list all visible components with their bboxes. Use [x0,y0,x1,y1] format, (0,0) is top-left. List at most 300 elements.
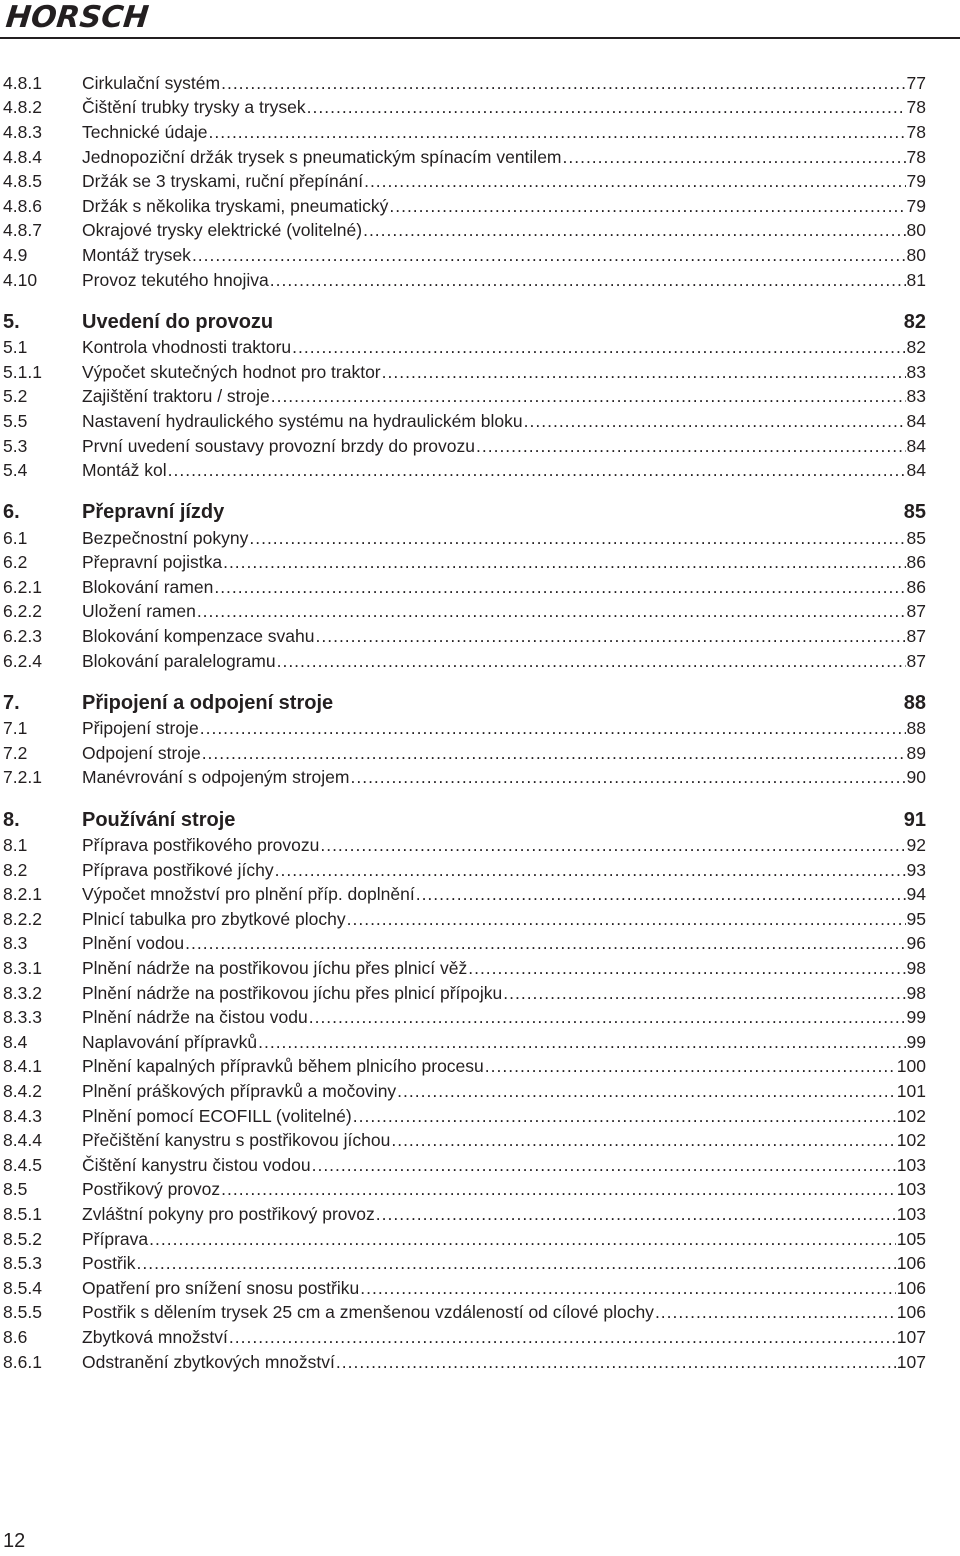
toc-entry-page: 98 [906,958,926,979]
toc-entry-line [82,1130,926,1151]
toc-entry-page: 78 [906,121,926,142]
toc-entry-title: Zvláštní pokyny pro postřikový provoz [82,1203,375,1224]
toc-entry-line [82,1302,926,1323]
toc-entry-line [82,958,926,979]
page-number: 12 [3,1530,26,1552]
toc-entry[interactable] [0,526,960,551]
toc-gap [0,292,960,309]
toc-entry-title: Postřik s dělením trysek 25 cm a zmenšenou vzdáleností od cílové plochy [82,1302,654,1323]
toc-entry[interactable] [0,360,960,385]
dot-leader [136,1253,895,1274]
toc-entry-number: 5. [3,310,20,333]
toc-entry-number: 8.6.1 [3,1351,42,1372]
dot-leader [320,835,905,856]
dot-leader [292,337,905,358]
toc-entry-page: 82 [903,310,926,333]
dot-leader [197,601,906,622]
toc-entry-line [82,1155,926,1176]
dot-leader [185,933,905,954]
toc-entry-number: 8.5 [3,1179,28,1200]
toc-entry[interactable] [0,882,960,907]
toc-entry[interactable] [0,1301,960,1326]
dot-leader [353,1106,896,1127]
toc-entry[interactable] [0,1325,960,1350]
toc-entry-number: 7. [3,691,20,714]
toc-entry-page: 82 [906,337,926,358]
dot-leader [416,884,906,905]
toc-entry-title: Bezpečnostní pokyny [82,527,249,548]
toc-entry-number: 8.4.2 [3,1080,42,1101]
toc-entry-number: 7.1 [3,718,28,739]
toc-entry-page: 102 [896,1105,926,1126]
toc-entry-page: 102 [896,1130,926,1151]
toc-entry-line [82,626,926,647]
toc-entry-page: 103 [896,1203,926,1224]
toc-entry-title: Držák s několika tryskami, pneumatický [82,195,389,216]
toc-entry[interactable] [0,1128,960,1153]
dot-leader [389,196,905,217]
toc-entry-number: 7.2 [3,742,28,763]
toc-entry-page: 99 [906,1007,926,1028]
toc-entry[interactable] [0,932,960,957]
toc-entry-title: Naplavování přípravků [82,1031,258,1052]
toc-entry-number: 8.3 [3,933,28,954]
toc-entry-title: Opatření pro snížení snosu postřiku [82,1277,360,1298]
toc-entry-line [82,411,926,432]
toc-entry-title: Odpojení stroje [82,742,201,763]
toc-entry[interactable] [0,1276,960,1301]
dot-leader [336,1352,896,1373]
toc-entry[interactable] [0,268,960,293]
toc-entry-line [82,1229,926,1250]
toc-entry-page: 93 [906,859,926,880]
dot-leader [391,1130,895,1151]
toc-entry-line [82,909,926,930]
toc-entry-page: 84 [906,410,926,431]
dot-leader [221,73,905,94]
toc-entry-title: Plnění práškových přípravků a močoviny [82,1080,397,1101]
toc-entry[interactable] [0,575,960,600]
toc-entry-line [82,73,926,94]
toc-entry-title: Používání stroje [82,808,236,831]
toc-entry-page: 106 [896,1277,926,1298]
toc-entry-number: 7.2.1 [3,767,42,788]
toc-entry-number: 4.10 [3,269,38,290]
toc-entry-line [82,1204,926,1225]
toc-entry-page: 80 [906,220,926,241]
toc-entry-line [82,577,926,598]
toc-entry[interactable] [0,219,960,244]
dot-leader [309,1007,906,1028]
toc-entry-line [82,933,926,954]
toc-entry-line [82,220,926,241]
toc-entry-page: 88 [906,718,926,739]
toc-entry-number: 8.5.2 [3,1228,42,1249]
toc-gap [0,483,960,500]
dot-leader [655,1302,896,1323]
table-of-contents [0,71,960,1374]
toc-entry[interactable] [0,1178,960,1203]
toc-entry-title: Technické údaje [82,121,208,142]
toc-entry-line [82,718,926,739]
toc-entry-number: 8.3.2 [3,982,42,1003]
toc-entry-number: 5.1 [3,337,28,358]
toc-entry-page: 98 [906,982,926,1003]
toc-entry-line [82,270,926,291]
toc-entry-line [82,692,926,715]
toc-entry-page: 107 [896,1326,926,1347]
toc-entry-title: Plnění nádrže na postřikovou jíchu přes plnicí přípojku [82,982,503,1003]
dot-leader [376,1204,896,1225]
dot-leader [350,767,905,788]
toc-entry[interactable] [0,120,960,145]
dot-leader [168,460,906,481]
toc-entry-title: Držák se 3 tryskami, ruční přepínání [82,171,364,192]
toc-entry-number: 4.8.7 [3,220,42,241]
toc-entry-title: Přepravní pojistka [82,552,223,573]
toc-entry[interactable] [0,551,960,576]
toc-entry-line [82,884,926,905]
toc-entry[interactable] [0,741,960,766]
toc-entry-page: 77 [906,72,926,93]
toc-entry[interactable] [0,981,960,1006]
toc-entry-title: Zbytková množství [82,1326,228,1347]
toc-chapter-heading[interactable] [0,500,960,526]
toc-gap [0,673,960,690]
toc-entry-title: Nastavení hydraulického systému na hydraulickém bloku [82,410,523,431]
toc-entry-title: Cirkulační systém [82,72,221,93]
dot-leader [347,909,906,930]
toc-entry-title: Blokování paralelogramu [82,650,276,671]
toc-entry-number: 4.9 [3,244,28,265]
toc-entry-line [82,460,926,481]
toc-entry-line [82,983,926,1004]
toc-entry-number: 6. [3,501,20,524]
dot-leader [202,743,906,764]
toc-entry-number: 8.5.3 [3,1253,42,1274]
toc-entry-title: Přepravní jízdy [82,501,225,524]
toc-entry-page: 86 [906,552,926,573]
toc-entry-number: 4.8.3 [3,121,42,142]
toc-entry-title: Příprava postřikové jíchy [82,859,274,880]
toc-entry-title: Připojení a odpojení stroje [82,691,334,714]
dot-leader [192,245,906,266]
toc-entry-number: 5.2 [3,386,28,407]
toc-entry-number: 8. [3,808,20,831]
toc-entry[interactable] [0,1030,960,1055]
toc-entry-number: 6.1 [3,527,28,548]
toc-entry-page: 86 [906,576,926,597]
toc-entry-title: Blokování ramen [82,576,214,597]
toc-entry[interactable] [0,1202,960,1227]
toc-entry-number: 8.6 [3,1326,28,1347]
toc-entry-line [82,860,926,881]
dot-leader [209,122,906,143]
dot-leader [214,577,905,598]
toc-entry-line [82,311,926,334]
toc-entry-title: Čištění kanystru čistou vodou [82,1154,311,1175]
dot-leader [316,626,906,647]
toc-entry-line [82,147,926,168]
toc-entry-page: 84 [906,460,926,481]
toc-entry[interactable] [0,649,960,674]
toc-entry-title: Uvedení do provozu [82,310,274,333]
toc-entry-title: Blokování kompenzace svahu [82,626,315,647]
toc-chapter-heading[interactable] [0,690,960,716]
dot-leader [503,983,905,1004]
toc-entry-title: Plnění kapalných přípravků během plnicího procesu [82,1056,484,1077]
dot-leader [149,1229,896,1250]
toc-entry-title: Příprava postřikového provozu [82,835,320,856]
toc-entry-number: 8.5.4 [3,1277,42,1298]
toc-entry-line [82,362,926,383]
dot-leader [270,270,906,291]
toc-entry[interactable] [0,600,960,625]
toc-entry-page: 87 [906,626,926,647]
toc-entry-page: 87 [906,601,926,622]
toc-entry-number: 4.8.5 [3,171,42,192]
toc-gap [0,790,960,807]
dot-leader [382,362,906,383]
toc-entry-number: 8.1 [3,835,28,856]
toc-entry[interactable] [0,1251,960,1276]
toc-entry-number: 6.2.4 [3,650,42,671]
toc-entry[interactable] [0,956,960,981]
toc-entry-title: Uložení ramen [82,601,196,622]
toc-entry-page: 96 [906,933,926,954]
dot-leader [312,1155,896,1176]
toc-entry[interactable] [0,409,960,434]
toc-entry-number: 5.4 [3,460,28,481]
toc-entry[interactable] [0,96,960,121]
toc-entry-page: 89 [906,742,926,763]
toc-entry-number: 8.4.4 [3,1130,42,1151]
toc-entry-number: 4.8.6 [3,195,42,216]
toc-entry-title: Výpočet skutečných hodnot pro traktor [82,361,381,382]
toc-entry-line [82,601,926,622]
toc-entry-title: Výpočet množství pro plnění příp. doplnění [82,884,415,905]
toc-entry-line [82,651,926,672]
toc-entry-number: 8.2.1 [3,884,42,905]
toc-entry[interactable] [0,833,960,858]
toc-entry-number: 8.2 [3,859,28,880]
toc-entry[interactable] [0,1055,960,1080]
dot-leader [363,220,905,241]
toc-entry-number: 8.3.3 [3,1007,42,1028]
toc-entry-page: 92 [906,835,926,856]
toc-entry-page: 87 [906,650,926,671]
dot-leader [200,718,906,739]
dot-leader [307,97,906,118]
toc-entry-page: 101 [896,1080,926,1101]
toc-entry-number: 6.2 [3,552,28,573]
toc-entry-line [82,196,926,217]
horsch-logo: HORSCH [4,0,151,35]
toc-entry-page: 84 [906,435,926,456]
toc-entry-title: Čištění trubky trysky a trysek [82,97,306,118]
toc-entry[interactable] [0,169,960,194]
toc-entry-title: Plnění pomocí ECOFILL (volitelné) [82,1105,352,1126]
toc-entry-page: 106 [896,1302,926,1323]
toc-entry[interactable] [0,385,960,410]
toc-entry-line [82,436,926,457]
toc-entry-number: 5.1.1 [3,361,42,382]
dot-leader [524,411,906,432]
toc-entry[interactable] [0,858,960,883]
toc-entry-title: Kontrola vhodnosti traktoru [82,337,292,358]
toc-entry-number: 4.8.1 [3,72,42,93]
toc-entry-number: 8.3.1 [3,958,42,979]
toc-entry-line [82,386,926,407]
toc-entry-number: 8.4.3 [3,1105,42,1126]
toc-entry-line [82,97,926,118]
toc-entry[interactable] [0,458,960,483]
toc-entry[interactable] [0,1350,960,1375]
toc-entry[interactable] [0,766,960,791]
toc-entry[interactable] [0,1153,960,1178]
toc-entry-page: 85 [906,527,926,548]
toc-entry[interactable] [0,1079,960,1104]
toc-entry-number: 4.8.4 [3,146,42,167]
toc-entry-number: 8.5.5 [3,1302,42,1323]
dot-leader [277,651,906,672]
toc-entry-number: 8.2.2 [3,908,42,929]
dot-leader [229,1327,896,1348]
toc-entry[interactable] [0,71,960,96]
toc-entry-line [82,337,926,358]
toc-entry-line [82,1106,926,1127]
toc-entry-page: 90 [906,767,926,788]
dot-leader [397,1081,896,1102]
toc-entry-title: Příprava [82,1228,149,1249]
toc-entry-title: Přečištění kanystru s postřikovou jíchou [82,1130,391,1151]
toc-entry-page: 100 [896,1056,926,1077]
toc-entry-title: Připojení stroje [82,718,199,739]
toc-entry-line [82,1352,926,1373]
toc-entry-line [82,1278,926,1299]
toc-entry-page: 78 [906,146,926,167]
toc-entry-page: 99 [906,1031,926,1052]
toc-entry-title: Postřikový provoz [82,1179,221,1200]
toc-entry-page: 79 [906,195,926,216]
dot-leader [249,528,905,549]
toc-entry-page: 83 [906,361,926,382]
toc-entry-title: Manévrování s odpojeným strojem [82,767,350,788]
toc-entry[interactable] [0,1104,960,1129]
toc-entry-page: 95 [906,908,926,929]
dot-leader [563,147,906,168]
toc-entry-page: 94 [906,884,926,905]
dot-leader [223,552,905,573]
toc-entry-line [82,122,926,143]
toc-entry-number: 8.4 [3,1031,28,1052]
toc-entry-line [82,1007,926,1028]
toc-entry-title: Montáž kol [82,460,167,481]
toc-entry-line [82,1032,926,1053]
toc-entry-number: 5.3 [3,435,28,456]
toc-entry-page: 78 [906,97,926,118]
toc-entry-page: 79 [906,171,926,192]
toc-entry-page: 81 [906,269,926,290]
toc-entry-title: Plnicí tabulka pro zbytkové plochy [82,908,346,929]
toc-entry[interactable] [0,194,960,219]
toc-entry-line [82,767,926,788]
toc-entry-number: 6.2.3 [3,626,42,647]
toc-entry-number: 8.4.1 [3,1056,42,1077]
toc-entry-page: 103 [896,1154,926,1175]
toc-entry-line [82,1327,926,1348]
toc-entry-line [82,835,926,856]
toc-entry-title: Plnění vodou [82,933,185,954]
toc-entry-line [82,1056,926,1077]
toc-entry-page: 107 [896,1351,926,1372]
dot-leader [221,1179,896,1200]
toc-entry[interactable] [0,716,960,741]
toc-entry[interactable] [0,907,960,932]
toc-entry-line [82,1253,926,1274]
toc-entry-page: 106 [896,1253,926,1274]
toc-entry-page: 105 [896,1228,926,1249]
dot-leader [360,1278,896,1299]
toc-entry[interactable] [0,145,960,170]
toc-entry-title: Montáž trysek [82,244,191,265]
toc-entry-line [82,552,926,573]
toc-entry-number: 4.8.2 [3,97,42,118]
dot-leader [275,860,906,881]
header-rule [0,37,960,39]
toc-entry[interactable] [0,1005,960,1030]
toc-entry-line [82,501,926,524]
toc-entry-number: 6.2.1 [3,576,42,597]
toc-entry-page: 80 [906,244,926,265]
toc-entry-title: První uvedení soustavy provozní brzdy do provozu [82,435,475,456]
dot-leader [476,436,906,457]
toc-entry-title: Jednopoziční držák trysek s pneumatickým spínacím ventilem [82,146,562,167]
toc-entry-title: Odstranění zbytkových množství [82,1351,335,1372]
toc-entry-title: Plnění nádrže na čistou vodu [82,1007,308,1028]
toc-entry-page: 88 [903,691,926,714]
dot-leader [258,1032,905,1053]
toc-entry-page: 85 [903,501,926,524]
toc-entry-title: Okrajové trysky elektrické (volitelné) [82,220,363,241]
dot-leader [271,386,906,407]
toc-entry[interactable] [0,1227,960,1252]
toc-entry[interactable] [0,434,960,459]
toc-entry-page: 91 [903,808,926,831]
toc-entry-line [82,743,926,764]
dot-leader [364,171,905,192]
toc-entry-number: 5.5 [3,410,28,431]
toc-entry-title: Postřik [82,1253,136,1274]
toc-entry-line [82,528,926,549]
toc-entry[interactable] [0,335,960,360]
toc-entry-title: Provoz tekutého hnojiva [82,269,269,290]
toc-entry-number: 6.2.2 [3,601,42,622]
toc-entry-line [82,1081,926,1102]
toc-chapter-heading[interactable] [0,309,960,335]
toc-entry-page: 103 [896,1179,926,1200]
toc-entry-number: 8.4.5 [3,1154,42,1175]
toc-entry[interactable] [0,624,960,649]
toc-entry-line [82,809,926,832]
dot-leader [468,958,905,979]
toc-entry[interactable] [0,243,960,268]
toc-chapter-heading[interactable] [0,807,960,833]
toc-entry-line [82,171,926,192]
toc-entry-title: Plnění nádrže na postřikovou jíchu přes plnicí věž [82,958,468,979]
toc-entry-title: Zajištění traktoru / stroje [82,386,270,407]
toc-entry-page: 83 [906,386,926,407]
